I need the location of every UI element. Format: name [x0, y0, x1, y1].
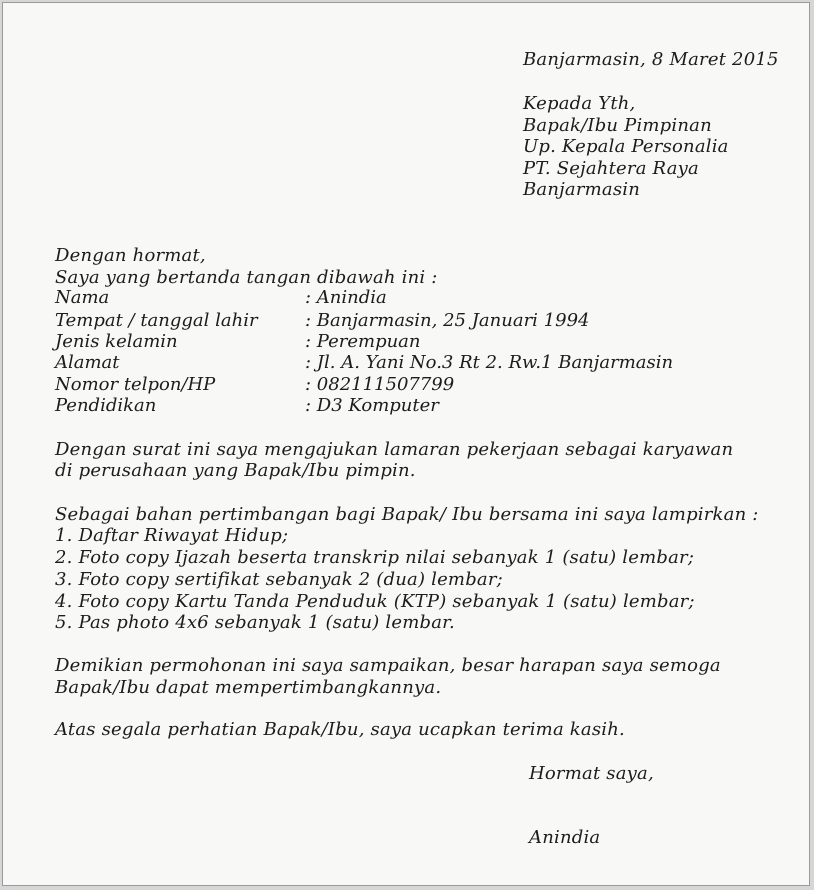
place-date: Banjarmasin, 8 Maret 2015: [523, 49, 779, 70]
list-item: 4. Foto copy Kartu Tanda Penduduk (KTP) sebanyak 1 (satu) lembar;: [55, 591, 695, 612]
intro-text: Saya yang bertanda tangan dibawah ini :: [55, 267, 438, 288]
list-item: 5. Pas photo 4x6 sebanyak 1 (satu) lembar.: [55, 612, 455, 633]
signature-name: Anindia: [529, 827, 601, 848]
greeting: Dengan hormat,: [55, 245, 206, 266]
list-item: 2. Foto copy Ijazah beserta transkrip nilai sebanyak 1 (satu) lembar;: [55, 547, 695, 568]
detail-label: Pendidikan: [55, 395, 157, 416]
detail-value: : Perempuan: [305, 331, 421, 352]
signoff: Hormat saya,: [529, 763, 654, 784]
detail-label: Nomor telpon/HP: [55, 374, 216, 395]
list-item: 1. Daftar Riwayat Hidup;: [55, 525, 289, 546]
body-paragraph-line: di perusahaan yang Bapak/Ibu pimpin.: [55, 460, 416, 481]
detail-value: : 082111507799: [305, 374, 455, 395]
letter-page: [2, 2, 810, 886]
detail-value: : Anindia: [305, 287, 387, 308]
detail-label: Alamat: [55, 352, 120, 373]
list-item: 3. Foto copy sertifikat sebanyak 2 (dua) lembar;: [55, 569, 503, 590]
recipient-line: Bapak/Ibu Pimpinan: [523, 115, 712, 136]
recipient-line: Kepada Yth,: [523, 93, 636, 114]
detail-label: Nama: [55, 287, 110, 308]
body-paragraph-line: Dengan surat ini saya mengajukan lamaran pekerjaan sebagai karyawan: [55, 439, 734, 460]
closing-paragraph-line: Bapak/Ibu dapat mempertimbangkannya.: [55, 677, 442, 698]
attachments-intro: Sebagai bahan pertimbangan bagi Bapak/ Ibu bersama ini saya lampirkan :: [55, 504, 759, 525]
recipient-line: PT. Sejahtera Raya: [523, 158, 699, 179]
recipient-line: Banjarmasin: [523, 179, 641, 200]
thanks-text: Atas segala perhatian Bapak/Ibu, saya ucapkan terima kasih.: [55, 719, 625, 740]
detail-label: Jenis kelamin: [55, 331, 178, 352]
detail-value: : Jl. A. Yani No.3 Rt 2. Rw.1 Banjarmasin: [305, 352, 674, 373]
recipient-line: Up. Kepala Personalia: [523, 136, 729, 157]
detail-value: : Banjarmasin, 25 Januari 1994: [305, 310, 590, 331]
closing-paragraph-line: Demikian permohonan ini saya sampaikan, besar harapan saya semoga: [55, 655, 721, 676]
detail-label: Tempat / tanggal lahir: [55, 310, 258, 331]
detail-value: : D3 Komputer: [305, 395, 439, 416]
